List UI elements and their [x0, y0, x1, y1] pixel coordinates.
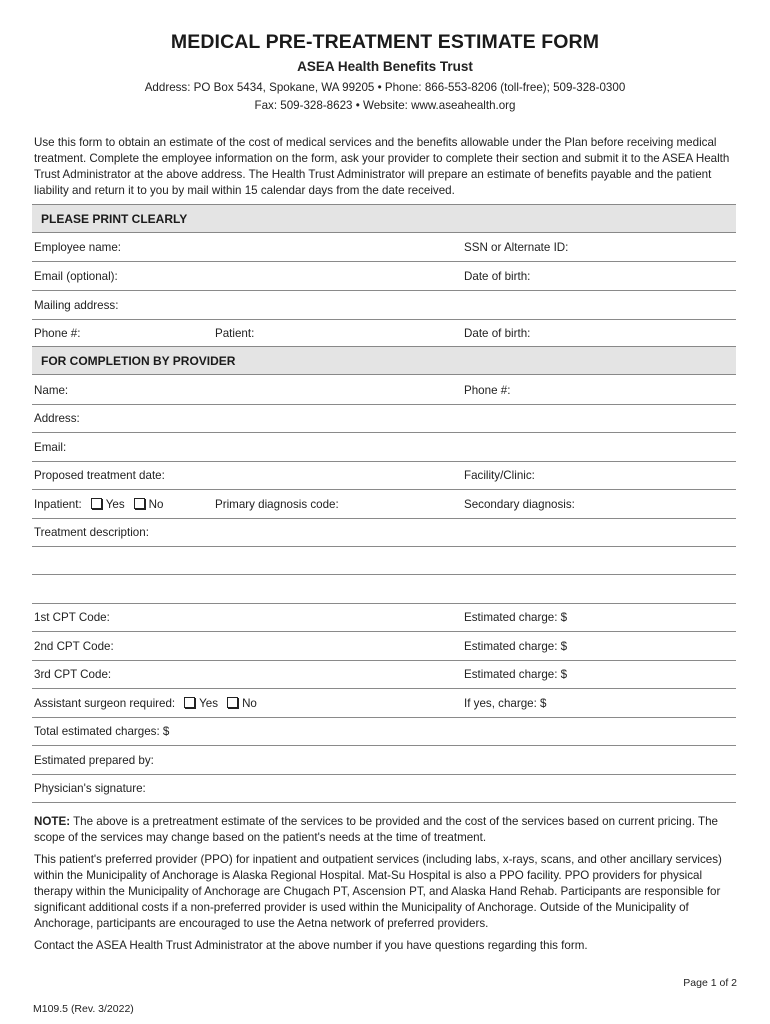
dob-label: Date of birth:	[464, 270, 531, 283]
if-yes-charge-label: If yes, charge: $	[464, 697, 547, 710]
inpatient-row	[32, 490, 736, 519]
assistant-yes-checkbox[interactable]	[184, 697, 195, 708]
email-row[interactable]	[32, 262, 736, 291]
treatment-date-label: Proposed treatment date:	[34, 469, 165, 482]
assistant-surgeon-row	[32, 689, 736, 718]
employee-name-row[interactable]	[32, 233, 736, 262]
treatment-description-row[interactable]	[32, 518, 736, 547]
cpt1-label: 1st CPT Code:	[34, 611, 110, 624]
provider-address-row[interactable]	[32, 404, 736, 433]
provider-name-row[interactable]	[32, 376, 736, 405]
provider-address-label: Address:	[34, 412, 80, 425]
no-label: No	[242, 697, 257, 710]
assistant-no-checkbox[interactable]	[227, 697, 238, 708]
total-charges-row[interactable]	[32, 717, 736, 746]
inpatient-group	[34, 498, 163, 511]
treatment-description-line-3[interactable]	[32, 575, 736, 604]
section-title: PLEASE PRINT CLEARLY	[41, 212, 188, 226]
section-title: FOR COMPLETION BY PROVIDER	[41, 354, 236, 368]
note-text: The above is a pretreatment estimate of the services to be provided and the cost of the services based on current pricing. The scope of the services may change based on the patient's needs at the time of treatment.	[34, 815, 718, 844]
cpt2-row[interactable]	[32, 632, 736, 661]
contact-paragraph: Contact the ASEA Health Trust Administrator at the above number if you have questions regarding this form.	[34, 939, 588, 952]
address-line: Address: PO Box 5434, Spokane, WA 99205 • Phone: 866-553-8206 (toll-free); 509-328-0300	[144, 81, 626, 94]
phone-patient-row[interactable]	[32, 319, 736, 348]
provider-email-row[interactable]	[32, 433, 736, 462]
treatment-date-row[interactable]	[32, 461, 736, 490]
patient-dob-label: Date of birth:	[464, 327, 531, 340]
ssn-label: SSN or Alternate ID:	[464, 241, 569, 254]
form-revision-id: M109.5 (Rev. 3/2022)	[33, 1003, 134, 1015]
provider-name-label: Name:	[34, 384, 69, 397]
provider-phone-label: Phone #:	[464, 384, 511, 397]
ppo-paragraph: This patient's preferred provider (PPO) for inpatient and outpatient services (including labs, x-rays, scans, and other ancillary services) within the Municipality of Anchorage is Alaska Regional Hospital. Mat-Su Hospital is also a PPO facility. PPO providers for physical therapy within the Municipality of Anchorage are Chugach PT, Ascension PT, and Alaska Hand Rehab. Participants are responsible for significant additional costs if a non-preferred provider is used within the Municipality of Anchorage. Outside of the Municipality of Anchorage, participants are encouraged to use the Aetna network of preferred providers.	[34, 853, 722, 930]
employee-name-label: Employee name:	[34, 241, 121, 254]
prepared-by-label: Estimated prepared by:	[34, 754, 154, 767]
cpt3-row[interactable]	[32, 660, 736, 689]
fax-website-line: Fax: 509-328-8623 • Website: www.aseahealth.org	[254, 99, 516, 112]
total-charges-label: Total estimated charges: $	[34, 725, 170, 738]
patient-label: Patient:	[215, 327, 255, 340]
organization-name: ASEA Health Benefits Trust	[297, 59, 473, 74]
note-paragraph	[34, 814, 739, 846]
assistant-surgeon-group	[34, 697, 257, 710]
cpt2-charge-label: Estimated charge: $	[464, 640, 568, 653]
phone-label: Phone #:	[34, 327, 81, 340]
mailing-address-row[interactable]	[32, 291, 736, 320]
cpt1-charge-label: Estimated charge: $	[464, 611, 568, 624]
form-title: MEDICAL PRE-TREATMENT ESTIMATE FORM	[170, 31, 600, 53]
signature-row[interactable]	[32, 774, 736, 803]
primary-dx-label: Primary diagnosis code:	[215, 498, 339, 511]
inpatient-label: Inpatient:	[34, 498, 82, 511]
prepared-by-row[interactable]	[32, 746, 736, 775]
section-header-print-clearly	[32, 204, 736, 233]
cpt1-row[interactable]	[32, 603, 736, 632]
secondary-dx-label: Secondary diagnosis:	[464, 498, 575, 511]
yes-label: Yes	[199, 697, 219, 710]
cpt3-label: 3rd CPT Code:	[34, 668, 112, 681]
yes-label: Yes	[105, 498, 125, 511]
inpatient-yes-checkbox[interactable]	[91, 498, 102, 509]
facility-label: Facility/Clinic:	[464, 469, 535, 482]
cpt2-label: 2nd CPT Code:	[34, 640, 114, 653]
note-label: NOTE:	[34, 815, 71, 828]
treatment-description-line-2[interactable]	[32, 546, 736, 575]
section-header-provider	[32, 346, 736, 375]
signature-label: Physician's signature:	[34, 782, 146, 795]
page-number: Page 1 of 2	[683, 977, 737, 989]
intro-paragraph: Use this form to obtain an estimate of the cost of medical services and the benefits allowable under the Plan before receiving medical treatment. Complete the employee information on the form, ask your provider to complete their section and submit it to the ASEA Health Trust Administrator at the above address. The Health Trust Administrator will prepare an estimate of benefits payable and the patient liability and return it to you by mail within 15 calendar days from the date received.	[34, 136, 730, 197]
email-label: Email (optional):	[34, 270, 118, 283]
treatment-description-label: Treatment description:	[34, 526, 149, 539]
no-label: No	[148, 498, 164, 511]
provider-email-label: Email:	[34, 441, 67, 454]
mailing-address-label: Mailing address:	[34, 299, 119, 312]
assistant-surgeon-label: Assistant surgeon required:	[34, 697, 176, 710]
cpt3-charge-label: Estimated charge: $	[464, 668, 568, 681]
inpatient-no-checkbox[interactable]	[134, 498, 145, 509]
